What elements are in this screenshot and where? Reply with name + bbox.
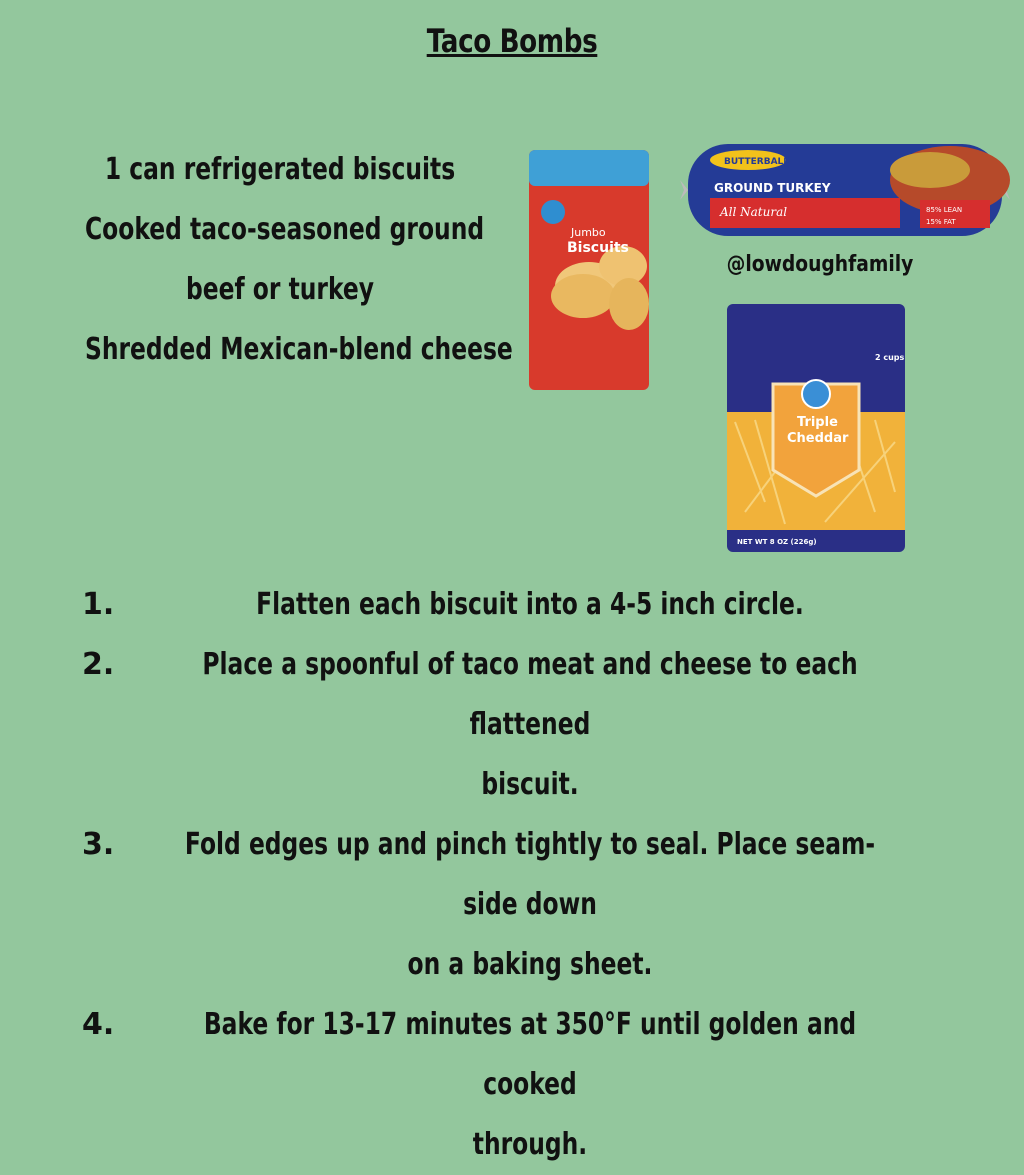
turkey-lean: 85% LEAN <box>926 206 963 214</box>
shredded-cheese-image <box>725 302 907 554</box>
ingredient-line: beef or turkey <box>185 272 375 307</box>
step-1 <box>60 575 1000 635</box>
can-label-line2: Biscuits <box>567 240 629 256</box>
step-text: Flatten each biscuit into a 4-5 inch circle. <box>256 587 804 622</box>
social-handle: @lowdoughfamily <box>726 252 914 277</box>
step-number: 1. <box>82 587 115 622</box>
step-text-cont: on a baking sheet. <box>407 947 653 982</box>
step-text-cont: biscuit. <box>481 767 579 802</box>
step-text-cont: through. <box>472 1127 588 1162</box>
ingredient-line: Shredded Mexican-blend cheese <box>85 332 513 367</box>
turkey-brand: BUTTERBALL <box>724 157 790 167</box>
recipe-title: Taco Bombs <box>426 22 598 60</box>
ingredient-line: Cooked taco-seasoned ground <box>85 212 485 247</box>
ground-turkey-image <box>680 140 1010 240</box>
cheese-cups: 2 cups <box>875 353 905 362</box>
biscuits-can-image <box>527 146 651 394</box>
step-number: 4. <box>82 1007 115 1042</box>
can-label-line1: Jumbo <box>571 226 606 239</box>
step-3 <box>60 815 1000 995</box>
step-text: Place a spoonful of taco meat and cheese to each flattened <box>202 647 858 742</box>
step-2 <box>60 635 1000 815</box>
turkey-sub: All Natural <box>720 205 788 219</box>
ingredient-line: 1 can refrigerated biscuits <box>104 152 456 187</box>
step-number: 2. <box>82 647 115 682</box>
step-text: Bake for 13-17 minutes at 350°F until golden and cooked <box>203 1007 857 1102</box>
ingredients-list <box>30 140 530 380</box>
cheese-line1: Triple <box>797 415 838 430</box>
cheese-net: NET WT 8 OZ (226g) <box>737 538 817 546</box>
turkey-fat: 15% FAT <box>926 218 956 226</box>
cheese-line2: Cheddar <box>787 431 849 446</box>
instructions-list <box>60 575 1000 1175</box>
turkey-name: GROUND TURKEY <box>714 181 831 195</box>
step-text: Fold edges up and pinch tightly to seal. Place seam-side down <box>184 827 876 922</box>
step-4 <box>60 995 1000 1175</box>
step-number: 3. <box>82 827 115 862</box>
